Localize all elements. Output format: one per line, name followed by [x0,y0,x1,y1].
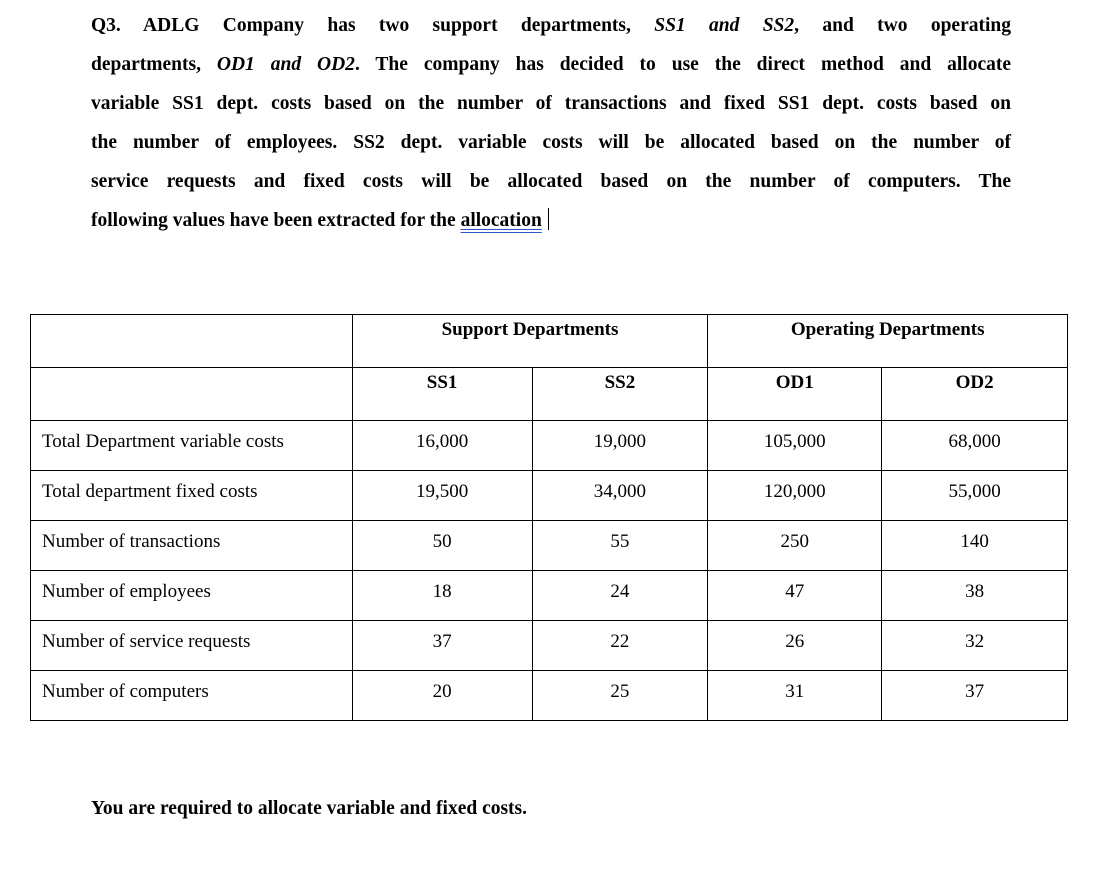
spellcheck-word[interactable]: allocation [460,210,542,231]
cell-value: 105,000 [763,431,826,452]
cell-value: 16,000 [415,431,469,452]
table-group-header-row [31,315,1068,368]
question-line-3: variable SS1 dept. costs based on the number of transactions and fixed SS1 dept. costs based on [91,93,1011,114]
cell-value: 22 [610,631,630,652]
cell-value: 37 [432,631,452,652]
table-row [31,671,1068,721]
table-corner-cell [31,315,353,368]
question-line-6: following values have been extracted for the allocation [91,201,1011,240]
cell-value: 38 [965,581,985,602]
cell-value: 55,000 [948,481,1001,502]
cell-value: 37 [965,681,985,702]
row-label: Number of computers [42,681,209,702]
row-label: Total Department variable costs [42,431,284,452]
table-dept-header-row [31,368,1068,421]
question-line-1: Q3. ADLG Company has two support departments, SS1 and SS2, and two operating [91,15,1011,36]
question-line-4: the number of employees. SS2 dept. variable costs will be allocated based on the number of [91,132,1011,153]
table-row [31,571,1068,621]
question-line-5: service requests and fixed costs will be allocated based on the number of computers. The [91,171,1011,192]
cell-value: 68,000 [948,431,1001,452]
question-text [91,6,1011,240]
row-label: Number of employees [42,581,211,602]
cell-value: 120,000 [763,481,826,502]
dept-header: SS1 [352,368,532,421]
cell-value: 19,000 [593,431,647,452]
row-label: Total department fixed costs [42,481,258,502]
cell-value: 250 [780,531,809,552]
cell-value: 47 [785,581,805,602]
cell-value: 140 [960,531,989,552]
dept-header: OD2 [882,368,1068,421]
table-row [31,621,1068,671]
question-line-2: departments, OD1 and OD2. The company has decided to use the direct method and allocate [91,54,1012,75]
table-row [31,471,1068,521]
table-row [31,521,1068,571]
dept-header: OD1 [708,368,882,421]
dept-header: SS2 [532,368,708,421]
cell-value: 31 [785,681,805,702]
cell-value: 26 [785,631,805,652]
cell-value: 32 [965,631,985,652]
cell-value: 19,500 [415,481,469,502]
group-header-support: Support Departments [352,315,708,368]
cell-value: 24 [610,581,630,602]
allocation-table [30,314,1068,721]
cell-value: 55 [610,531,630,552]
instruction-text: You are required to allocate variable and fixed costs. [91,798,528,819]
row-label: Number of transactions [42,531,221,552]
table-corner-cell [31,368,353,421]
cell-value: 18 [432,581,452,602]
row-label: Number of service requests [42,631,251,652]
text-cursor [548,208,550,230]
group-header-operating: Operating Departments [708,315,1068,368]
table-row [31,421,1068,471]
cell-value: 25 [610,681,630,702]
cell-value: 34,000 [593,481,647,502]
cell-value: 20 [432,681,452,702]
cell-value: 50 [432,531,452,552]
